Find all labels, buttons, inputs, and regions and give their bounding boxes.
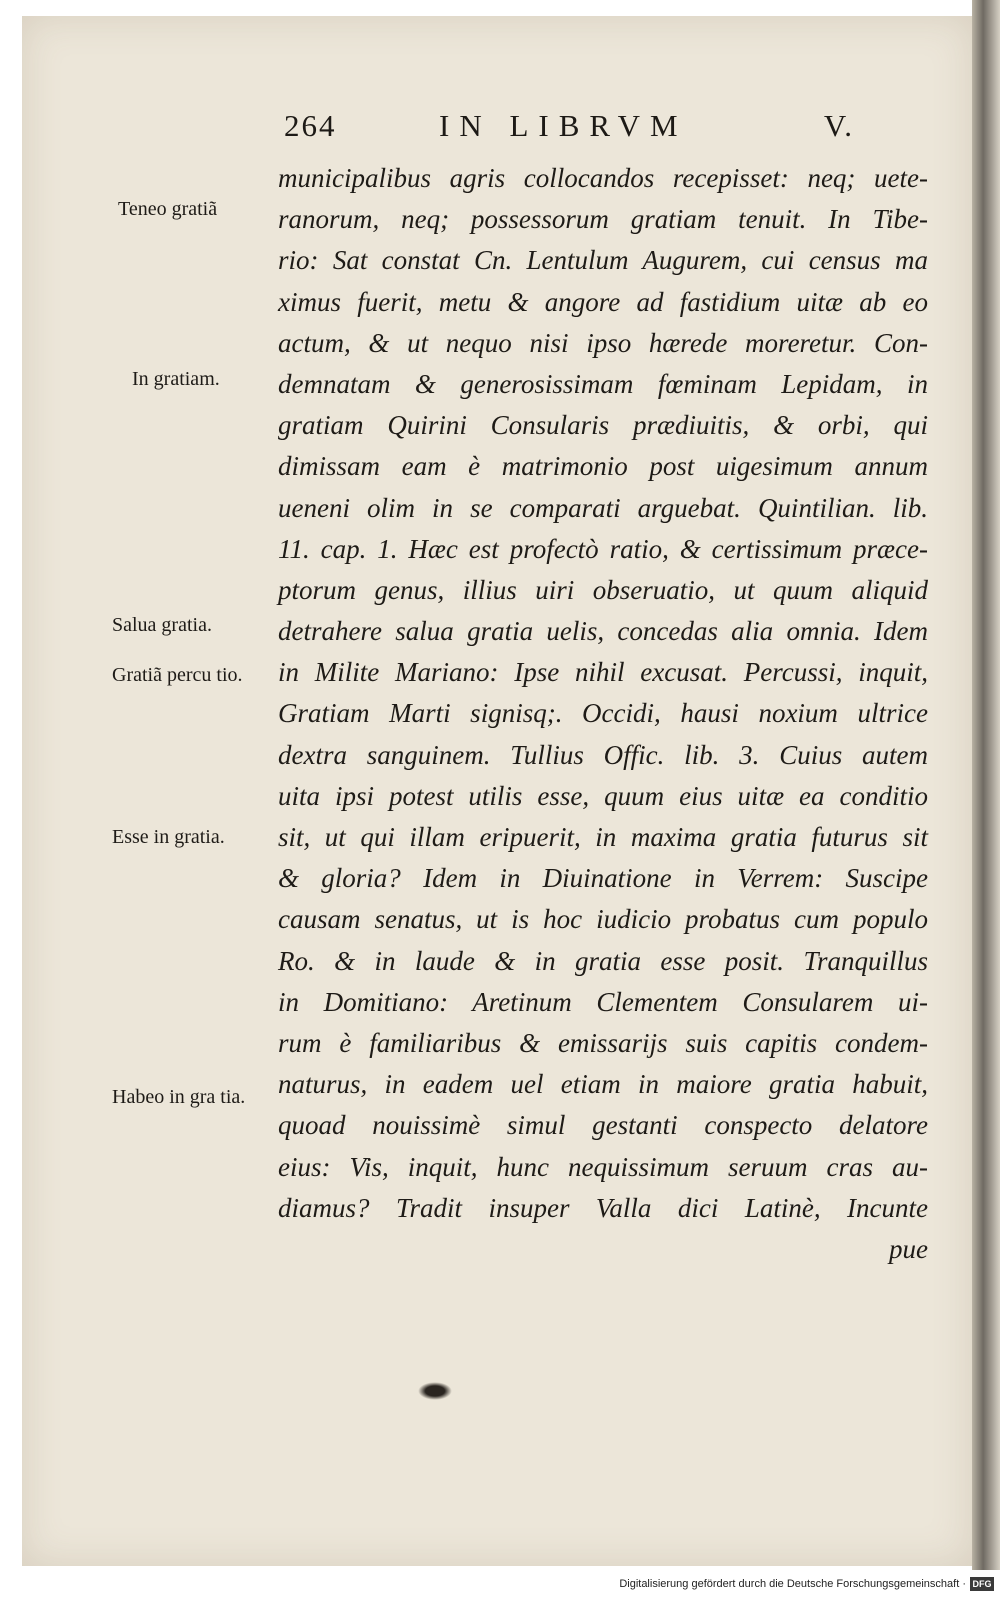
page-number: 264 <box>284 108 337 143</box>
text-line: detrahere salua gratia uelis, concedas alia omnia. Idem <box>278 616 928 647</box>
text-line: ptorum genus, illius uiri obseruatio, ut quum aliquid <box>278 574 928 605</box>
marginal-note: Teneo gratiã <box>118 198 218 220</box>
marginal-note: In gratiam. <box>132 368 220 390</box>
text-line: ueneni olim in se comparati arguebat. Quintilian. lib. <box>278 492 928 523</box>
text-line: demnatam & generosissimam fœminam Lepidam, in <box>278 368 928 399</box>
text-line: Gratiam Marti signisq;. Occidi, hausi noxium ultrice <box>278 698 928 729</box>
text-line: in Domitiano: Aretinum Clementem Consularem ui- <box>278 986 928 1017</box>
text-line: municipalibus agris collocandos recepisset: neq; uete- <box>278 163 928 193</box>
text-line: eius: Vis, inquit, hunc nequissimum seruum cras au- <box>278 1151 928 1182</box>
book-number: V. <box>823 108 854 143</box>
binding-edge <box>972 0 1000 1570</box>
text-line: ximus fuerit, metu & angore ad fastidium uitæ ab eo <box>278 286 928 317</box>
text-line: uita ipsi potest utilis esse, quum eius uitæ ea conditio <box>278 780 928 811</box>
text-line: diamus? Tradit insuper Valla dici Latinè, Incunte <box>278 1192 928 1223</box>
marginal-note: Habeo in gra tia. <box>112 1086 246 1108</box>
main-text <box>278 158 928 1270</box>
text-line: gratiam Quirini Consularis prædiuitis, & orbi, qui <box>278 410 928 441</box>
text-line: causam senatus, ut is hoc iudicio probatus cum populo <box>278 904 928 935</box>
text-line: quoad nouissimè simul gestanti conspecto delatore <box>278 1110 928 1141</box>
text-line: 11. cap. 1. Hæc est profectò ratio, & certissimum præce- <box>278 533 928 564</box>
text-line: actum, & ut nequo nisi ipso hærede moreretur. Con- <box>278 327 928 358</box>
text-line: Ro. & in laude & in gratia esse posit. Tranquillus <box>278 945 928 976</box>
text-line: naturus, in eadem uel etiam in maiore gratia habuit, <box>278 1069 928 1100</box>
text-line: rio: Sat constat Cn. Lentulum Augurem, cui census ma <box>278 245 928 276</box>
text-line: in Milite Mariano: Ipse nihil excusat. Percussi, inquit, <box>278 657 928 688</box>
printer-ornament <box>418 1382 452 1400</box>
catchword: pue <box>889 1233 928 1264</box>
marginal-note: Gratiã percu tio. <box>112 664 243 686</box>
funding-credit: Digitalisierung gefördert durch die Deutsche Forschungsgemeinschaft · <box>619 1578 966 1590</box>
running-title: IN LIBRVM <box>439 108 688 143</box>
marginal-note: Salua gratia. <box>112 614 212 636</box>
text-line: rum è familiaribus & emissarijs suis capitis condem- <box>278 1027 928 1058</box>
text-line: dextra sanguinem. Tullius Offic. lib. 3. Cuius autem <box>278 739 928 770</box>
marginal-note: Esse in gratia. <box>112 826 225 848</box>
text-line: sit, ut qui illam eripuerit, in maxima gratia futurus sit <box>278 822 928 852</box>
running-head <box>284 108 864 148</box>
text-line: & gloria? Idem in Diuinatione in Verrem: Suscipe <box>278 863 928 894</box>
text-line: dimissam eam è matrimonio post uigesimum annum <box>278 451 928 482</box>
text-line: ranorum, neq; possessorum gratiam tenuit. In Tibe- <box>278 204 928 235</box>
dfg-logo: DFG <box>970 1577 994 1591</box>
